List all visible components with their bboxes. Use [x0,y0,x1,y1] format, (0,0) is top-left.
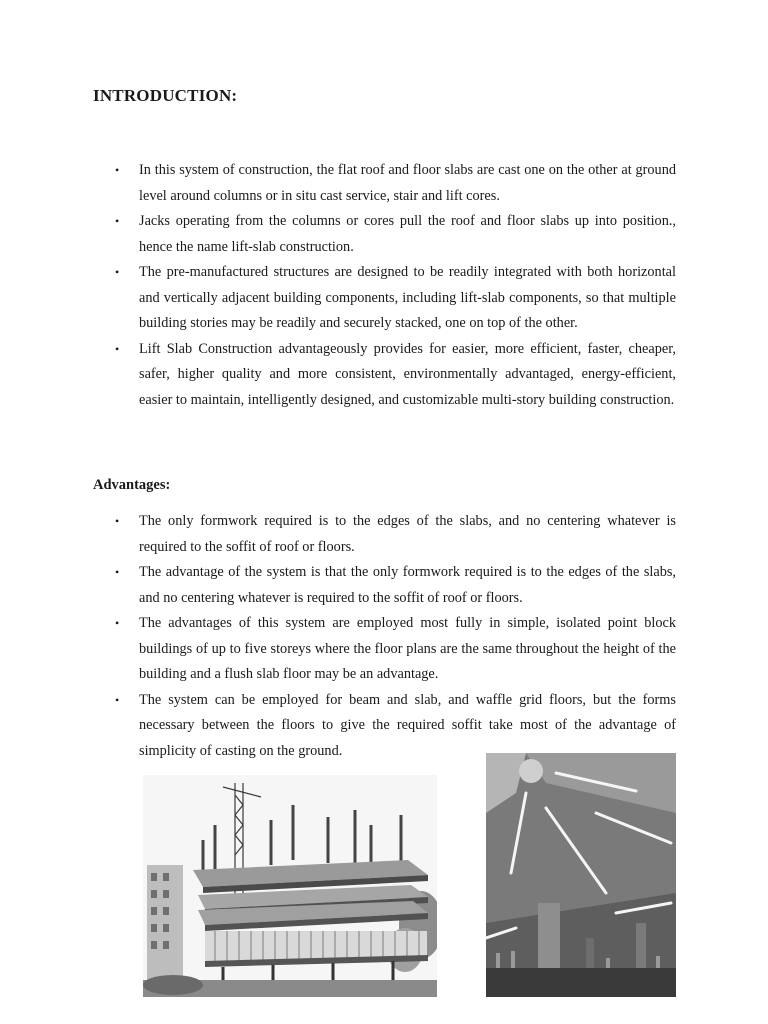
advantages-bullet-list [0,509,768,764]
list-item [0,209,676,260]
bullet-text: Lift Slab Construction advantageously provides for easier, more efficient, faster, cheaper, safer, higher quality and more consistent, environmentally advantaged, energy-efficient, easier to maintain, intelligently designed, and customizable multi-story building construction. [139,340,676,408]
bullet-icon: • [115,565,120,579]
bullet-icon: • [115,163,120,177]
bullet-text: The advantages of this system are employed most fully in simple, isolated point block buildings of up to five storeys where the floor plans are the same throughout the height of the building and a flush slab floor may be an advantage. [139,615,676,682]
bullet-text: The system can be employed for beam and slab, and waffle grid floors, but the forms necessary between the floors to give the required soffit take most of the advantage of simplicity of casting on the ground. [139,691,676,759]
bullet-icon: • [115,265,120,279]
bullet-text: In this system of construction, the flat roof and floor slabs are cast one on the other at ground level around columns or in situ cast service, stair and lift cores. [139,162,676,204]
introduction-bullet-list [0,158,768,413]
bullet-text: Jacks operating from the columns or cores pull the roof and floor slabs up into position., hence the name lift-slab construction. [139,213,676,255]
bullet-text: The pre-manufactured structures are designed to be readily integrated with both horizontal and vertically adjacent building components, including lift-slab components, so that multiple building stories may be readily and securely stacked, one on top of the other. [139,264,676,331]
bullet-text: The advantage of the system is that the only formwork required is to the edges of the slabs, and no centering whatever is required to the soffit of roof or floors. [139,564,676,606]
list-item [0,337,676,414]
bullet-icon: • [115,692,120,707]
introduction-heading: INTRODUCTION: [93,86,238,105]
list-item [0,509,676,560]
advantages-heading: Advantages: [93,477,171,493]
bullet-icon: • [115,214,120,228]
list-item [0,560,676,611]
list-item [0,158,676,209]
lift-slab-building-photo [143,775,437,997]
bullet-text: The only formwork required is to the edges of the slabs, and no centering whatever is required to the soffit of roof or floors. [139,513,676,555]
list-item [0,260,676,337]
bullet-icon: • [115,341,120,356]
flat-slab-interior-photo [486,753,676,997]
bullet-icon: • [115,616,120,630]
bullet-icon: • [115,514,120,528]
list-item [0,611,676,688]
